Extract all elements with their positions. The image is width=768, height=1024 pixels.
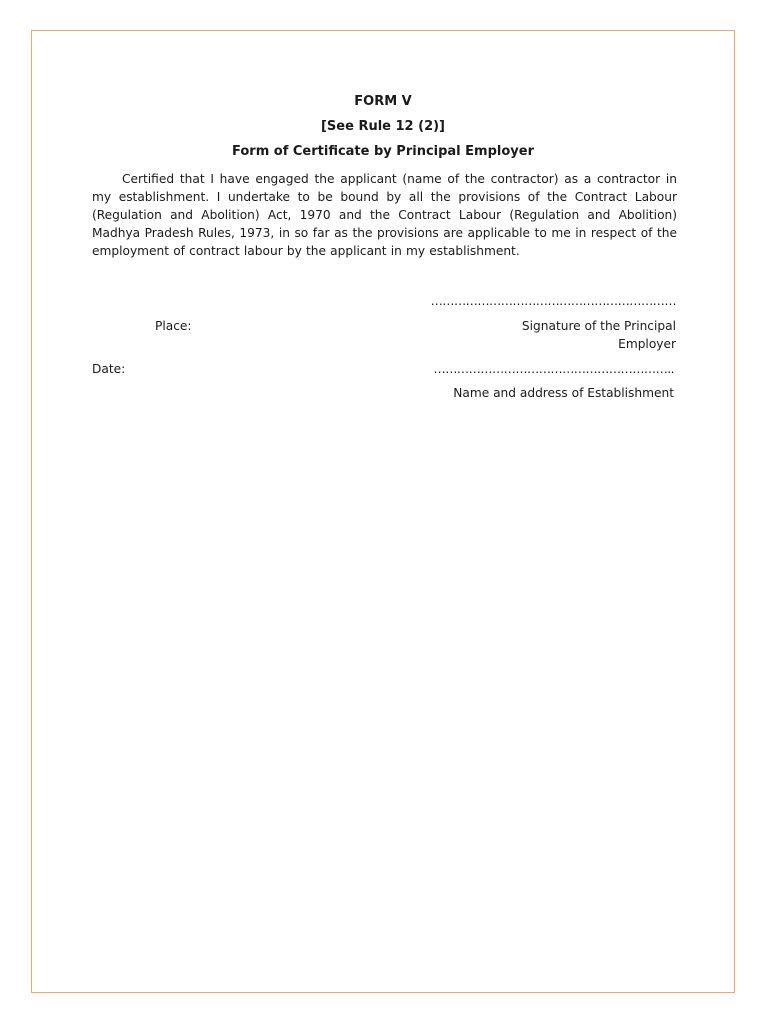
certificate-body: Certified that I have engaged the applicant (name of the contractor) as a contractor in my establishment. I undertake to be bound by all the provisions of the Contract Labour (Regulation and Abolition) Act, 1970 and the Contract Labour (Regulation and Abolition) Madhya Pradesh Rules, 1973, in so far as the provisions are applicable to me in respect of the employment of contract labour by the applicant in my establishment. bbox=[92, 172, 677, 258]
place-label: Place: bbox=[155, 319, 192, 333]
establishment-name-label: Name and address of Establishment bbox=[453, 386, 674, 400]
signature-label: Signature of the Principal Employer bbox=[521, 319, 676, 351]
signature-dotted-line: ……………………………………………………… bbox=[430, 294, 676, 308]
date-label: Date: bbox=[92, 362, 126, 376]
form-title: FORM V bbox=[354, 94, 412, 109]
certificate-title: Form of Certificate by Principal Employer bbox=[232, 144, 534, 159]
document-page bbox=[31, 30, 735, 993]
rule-reference: [See Rule 12 (2)] bbox=[320, 119, 445, 134]
name-dotted-line: …………………………………………………….. bbox=[433, 362, 674, 376]
